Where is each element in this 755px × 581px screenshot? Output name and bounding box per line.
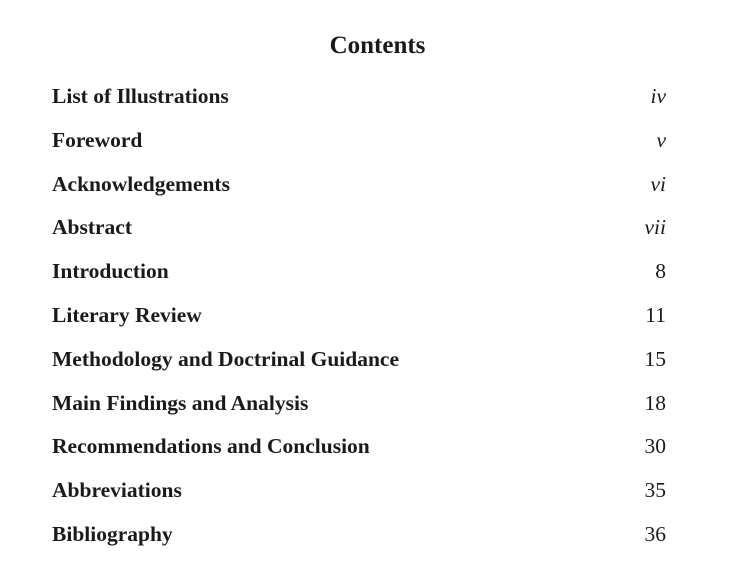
toc-entry-label: Literary Review <box>52 302 202 327</box>
toc-entry[interactable] <box>52 124 666 168</box>
toc-entry-page-number: 8 <box>655 259 666 284</box>
toc-entry[interactable] <box>52 80 666 124</box>
toc-entry[interactable] <box>52 299 666 343</box>
toc-entry-label: Introduction <box>52 259 169 284</box>
toc-entry-page-number: 15 <box>644 346 666 371</box>
toc-entry[interactable] <box>52 474 666 518</box>
toc-entry-label: Bibliography <box>52 521 173 546</box>
toc-entry-page-number: vi <box>650 171 666 196</box>
toc-entry-page-number: vii <box>644 215 666 240</box>
toc-entry-page-number: 30 <box>644 434 666 459</box>
toc-entry[interactable] <box>52 168 666 212</box>
toc-entry-page-number: 18 <box>644 390 666 415</box>
toc-entry-page-number: 36 <box>644 521 666 546</box>
toc-entry-label: Recommendations and Conclusion <box>52 434 370 459</box>
toc-entry[interactable] <box>52 343 666 387</box>
toc-entry[interactable] <box>52 211 666 255</box>
toc-entry-page-number: v <box>656 127 666 152</box>
toc-entry-label: Abbreviations <box>52 478 182 503</box>
toc-entry-label: Methodology and Doctrinal Guidance <box>52 346 400 371</box>
toc-entry-label: Abstract <box>52 215 133 240</box>
page-title: Contents <box>329 32 426 59</box>
toc-entry-label: List of Illustrations <box>52 84 229 108</box>
toc-entry-label: Foreword <box>52 127 143 152</box>
toc-entry[interactable] <box>52 518 666 562</box>
toc-entry-page-number: iv <box>650 84 666 108</box>
toc-entry-label: Acknowledgements <box>52 171 230 196</box>
toc-entry[interactable] <box>52 387 666 431</box>
toc-entry-label: Main Findings and Analysis <box>52 390 309 415</box>
toc-entry[interactable] <box>52 255 666 299</box>
table-of-contents <box>52 80 666 562</box>
toc-entry-page-number: 35 <box>644 478 666 503</box>
toc-entry-page-number: 11 <box>645 302 666 327</box>
toc-entry[interactable] <box>52 430 666 474</box>
